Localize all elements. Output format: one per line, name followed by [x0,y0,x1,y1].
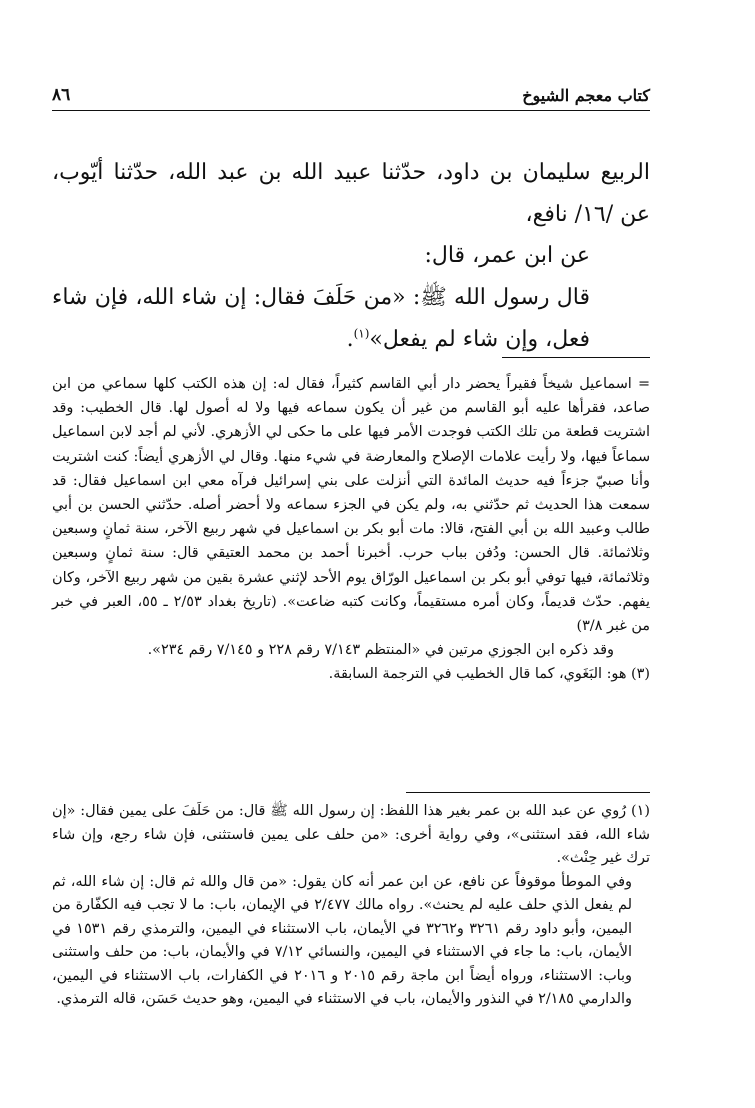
main-paragraph-2-line-1: عن ابن عمر، قال: [424,243,590,268]
main-paragraph-1: الربيع سليمان بن داود، حدّثنا عبيد الله بن عبد الله، حدّثنا أيّوب، عن /١٦/ نافع، [52,160,650,227]
footnote-ref-1: (١) [353,326,370,341]
main-paragraph-2-line-2 [52,277,650,361]
footnotes-separator [406,792,650,793]
notes-separator [502,357,650,358]
footnote-1-part-1: (١) رُوي عن عبد الله بن عمر بغير هذا اللفظ: إن رسول الله ﷺ قال: من حَلَفَ على يمين فقال: «إن شاء الله، فقد استثنى»، وفي رواية أخرى: «من حلف على يمين فاستثنى، فإن شاء رجع، وإن شاء ترك غير حِنْث». [52,803,650,866]
footnotes-section [52,800,650,1012]
book-title: كتاب معجم الشيوخ [522,85,650,105]
note-continuation: = اسماعيل شيخاً فقيراً يحضر دار أبي القاسم كثيراً، فقال له: إن هذه الكتب كلها سماعي من ابن صاعد، فقرأها عليه أبو القاسم من غير أن يكون سماعه فيها ولا له أصول لها. قال الخطيب: وقد اشتريت قطعة من تلك الكتب فوجدت الأمر فيها على ما حكى لي الأزهري. لأني لم أجد لابن اسماعيل سماعاً فيها، ولا رأيت علامات الإصلاح والمعارضة في شيء منها. وقال لي الأزهري أيضاً: كنت اشتريت وأنا صبيّ جزءاً فيه حديث المائدة التي أنزلت على بني إسرائيل فرآه معي ابن اسماعيل فقال: قد سمعت هذا الحديث ثم حدّثني به، ولم يكن في الجزء سماعه ولا أحضر أصله. حدّثني الحسن بن أبي طالب وعبيد الله بن أبي الفتح، قالا: مات أبو بكر بن اسماعيل في شهر ربيع الآخر، سنة ثمانٍ وسبعين وثلاثمائة. قال الحسن: ودُفن بباب حرب. أخبرنا أحمد بن محمد العتيقي قال: سنة ثمانٍ وسبعين وثلاثمائة، فيها توفي أبو بكر بن اسماعيل الورّاق يوم الأحد لإثني عشرة بقين من شهر ربيع الآخر، وكان يفهم. حدّث قديماً، وكان أمره مستقيماً، وكانت كتبه ضاعت». (تاريخ بغداد ٢/٥٣ ـ ٥٥، العبر في خبر من غبر ٣/٨) [52,376,650,635]
notes-section [52,372,650,687]
sentence-end: . [346,327,354,352]
page-number: ٨٦ [52,85,71,105]
header-rule [52,110,650,111]
note-3: (٣) هو: البَغَوي، كما قال الخطيب في الترجمة السابقة. [328,666,650,683]
footnote-1-part-2: وفي الموطأ موقوفاً عن نافع، عن ابن عمر أنه كان يقول: «من قال والله ثم قال: إن شاء الله، ثم لم يفعل الذي حلف عليه لم يحنث». رواه مالك ٢/٤٧٧ في الإيمان، باب: ما لا تجب فيه الكفّارة من اليمين، وأبو داود رقم ٣٢٦١ و٣٢٦٢ في الأيمان، باب الاستثناء في اليمين، والترمذي رقم ١٥٣١ في الأيمان، باب: ما جاء في الاستثناء في اليمين، والنسائي ٧/١٢ في والأيمان، باب: من حلف واستثنى وباب: الاستثناء، ورواه أيضاً ابن ماجة رقم ٢٠١٥ و ٢٠١٦ في الكفارات، باب الاستثناء في اليمين، والدارمي ٢/١٨٥ في النذور والأيمان، باب في الاستثناء في اليمين، وهو حديث حَسَن، قاله الترمذي. [52,873,633,1007]
main-paragraph-2 [52,235,650,361]
page-header [52,80,650,110]
hadith-text: قال رسول الله ﷺ: «من حَلَفَ فقال: إن شاء الله، فإن شاء فعل، وإن شاء لم يفعل» [52,285,590,352]
note-jawzi: وقد ذكره ابن الجوزي مرتين في «المنتظم ٧/١٤٣ رقم ٢٢٨ و ٧/١٤٥ رقم ٢٣٤». [147,642,614,659]
